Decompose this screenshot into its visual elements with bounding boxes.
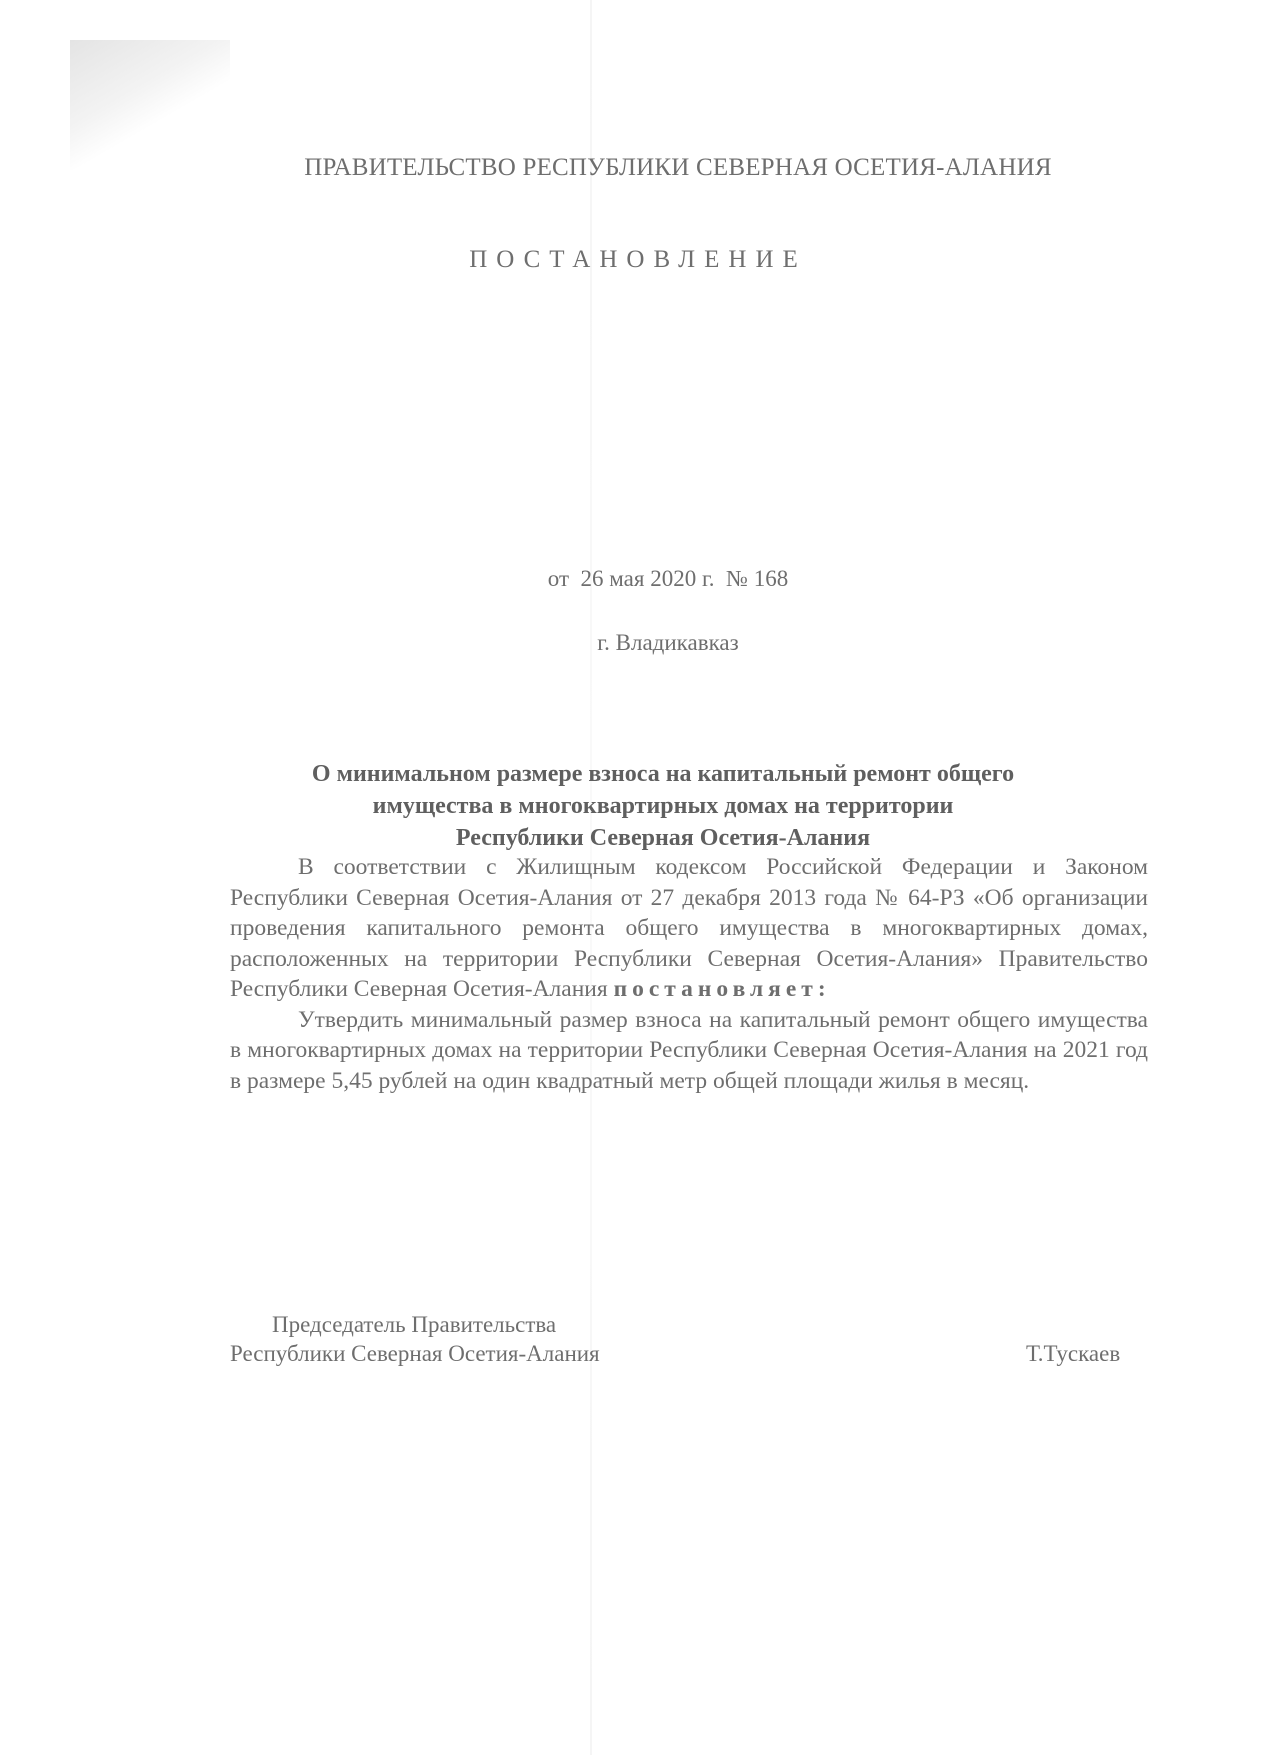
title-line: О минимальном размере взноса на капитальный ремонт общего xyxy=(311,761,1015,787)
scan-corner-shadow xyxy=(70,40,230,170)
document-date-number: от 26 мая 2020 г. № 168 xyxy=(547,566,789,591)
signatory-name: Т.Тускаев xyxy=(1026,1341,1121,1366)
preamble-text: В соответствии с Жилищным кодексом Российской Федерации и Законом Республики Северная Осетия-Алания от 27 декабря 2013 года № 64-РЗ «Об организации проведения капитального ремонта общего имущества в многоквартирных домах, расположенных на территории Республики Северная Осетия-Алания» Правительство Республики Северная Осетия-Алания xyxy=(230,854,1148,1002)
resolution-paragraph: Утвердить минимальный размер взноса на капитальный ремонт общего имущества в многоквартирных домах на территории Республики Северная Осетия-Алания на 2021 год в размере 5,45 рублей на один квадратный метр общей площади жилья в месяц. xyxy=(230,1006,1148,1094)
document-type: ПОСТАНОВЛЕНИЕ xyxy=(469,246,807,273)
decree-word: постановляет: xyxy=(613,976,831,1002)
document-city: г. Владикавказ xyxy=(597,630,739,655)
title-line: Республики Северная Осетия-Алания xyxy=(455,825,871,851)
preamble-paragraph xyxy=(230,852,1148,1005)
government-name: ПРАВИТЕЛЬСТВО РЕСПУБЛИКИ СЕВЕРНАЯ ОСЕТИЯ-АЛАНИЯ xyxy=(304,154,1052,181)
signatory-position: Республики Северная Осетия-Алания xyxy=(230,1341,600,1366)
document-title xyxy=(25,758,1276,854)
signatory-position: Председатель Правительства xyxy=(272,1312,557,1337)
document-body xyxy=(230,852,1148,1096)
title-line: имущества в многоквартирных домах на территории xyxy=(372,793,954,819)
